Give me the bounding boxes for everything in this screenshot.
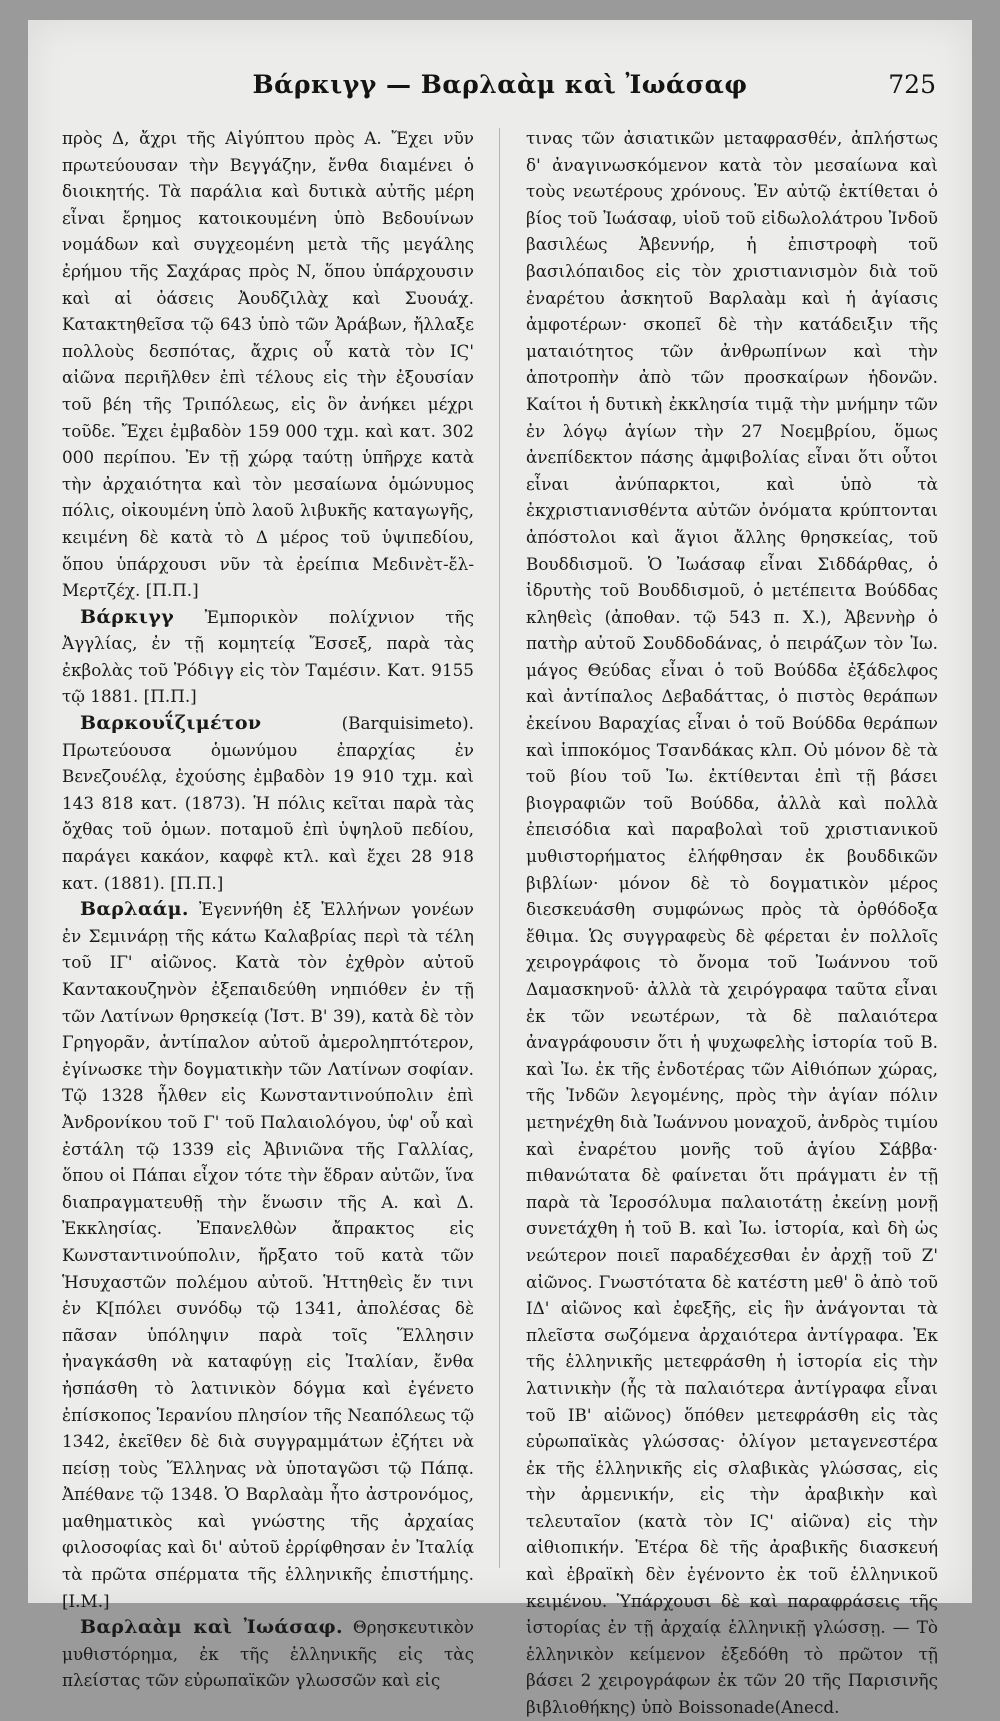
entry-lemma: Βάρκιγγ bbox=[80, 605, 174, 628]
page-number: 725 bbox=[888, 70, 936, 99]
entry-barquisimeto bbox=[62, 710, 474, 896]
running-head bbox=[28, 70, 972, 110]
continued-paragraph: πρὸς Δ, ἄχρι τῆς Αἰγύπτου πρὸς Α. Ἔχει νῦν πρωτεύουσαν τὴν Βεγγάζην, ἔνθα διαμένει ὁ διοικητής. Τὰ παράλια καὶ δυτικὰ αὐτῆς μέρη εἶναι ἔρημος κατοικουμένη ὑπὸ Βεδουίνων νομάδων καὶ συγχεομένη μετὰ τῆς μεγάλης ἐρήμου τῆς Σαχάρας πρὸς Ν, ὅπου ὑπάρχουσιν καὶ αἱ ὀάσεις Ἀουδζιλὰχ καὶ Συουάχ. Κατακτηθεῖσα τῷ 643 ὑπὸ τῶν Ἀράβων, ἤλλαξε πολλοὺς δεσπότας, ἄχρις οὗ κατὰ τὸν ΙϚ' αἰῶνα περιῆλθεν ἐπὶ τέλους εἰς τὴν ἐξουσίαν τοῦ βέη τῆς Τριπόλεως, εἰς ὃν ἀνήκει μέχρι τοῦδε. Ἔχει ἐμβαδὸν 159 000 τχμ. καὶ κατ. 302 000 περίπου. Ἐν τῇ χώρᾳ ταύτῃ ὑπῆρχε κατὰ τὴν ἀρχαιότητα καὶ τὸν μεσαίωνα ὁμώνυμος πόλις, οἰκουμένη ὑπὸ λαοῦ λιβυκῆς καταγωγῆς, κειμένη δὲ κατὰ τὸ Δ μέρος τοῦ ὑψιπεδίου, ὅπου ὑπάρχουσι νῦν τὰ ἐρείπια Μεδινὲτ-ἔλ-Μερτζέχ. [Π.Π.] bbox=[62, 128, 474, 601]
running-head-title: Βάρκιγγ — Βαρλαὰμ καὶ Ἰωάσαφ bbox=[252, 70, 748, 99]
continued-paragraph: τινας τῶν ἀσιατικῶν μεταφρασθέν, ἀπλήστως δ' ἀναγινωσκόμενον κατὰ τὸν μεσαίωνα καὶ τοὺς νεωτέρους χρόνους. Ἐν αὐτῷ ἐκτίθεται ὁ βίος τοῦ Ἰωάσαφ, υἱοῦ τοῦ εἰδωλολάτρου Ἰνδοῦ βασιλέως Ἀβεννήρ, ἡ ἐπιστροφὴ τοῦ βασιλόπαιδος εἰς τὸν χριστιανισμὸν διὰ τοῦ ἐναρέτου ἀσκητοῦ Βαρλαὰμ καὶ ἡ ἁγίασις ἀμφοτέρων· σκοπεῖ δὲ τὴν κατάδειξιν τῆς ματαιότητος τῶν ἀνθρωπίνων καὶ τὴν ἀποτροπὴν ἀπὸ τῶν προσκαίρων ἡδονῶν. Καίτοι ἡ δυτικὴ ἐκκλησία τιμᾷ τὴν μνήμην τῶν ἐν λόγῳ ἁγίων τὴν 27 Νοεμβρίου, ὅμως ἀνεπίδεκτον πάσης ἀμφιβολίας εἶναι ὅτι οὗτοι εἶναι ἀνύπαρκτοι, καὶ ὑπὸ τὰ ἐκχριστιανισθέντα αὐτῶν ὀνόματα κρύπτονται ἀπόστολοι καὶ ἅγιοι ἄλλης θρησκείας, τοῦ Βουδδισμοῦ. Ὁ Ἰωάσαφ εἶναι Σιδδάρθας, ὁ ἱδρυτὴς τοῦ Βουδδισμοῦ, ὁ μετέπειτα Βούδδας κληθεὶς (ἀποθαν. τῷ 543 π. Χ.), Ἀβεννὴρ ὁ πατὴρ αὐτοῦ Σουδδοδάνας, ὁ πειράζων τὸν Ἰω. μάγος Θεύδας εἶναι ὁ τοῦ Βούδδα ἐξάδελφος καὶ ἀντίπαλος Δεβαδάττας, ὁ πιστὸς θεράπων ἐκείνου Βαραχίας εἶναι ὁ τοῦ Βούδδα θεράπων καὶ ἱπποκόμος Τσανδάκας κλπ. Οὐ μόνον δὲ τὰ τοῦ βίου τοῦ Ἰω. ἐκτίθενται ἐπὶ τῇ βάσει βιογραφιῶν τοῦ Βούδδα, ἀλλὰ καὶ πολλὰ ἐπεισόδια καὶ παραβολαὶ τοῦ χριστιανικοῦ μυθιστορήματος ἐλήφθησαν ἐκ βουδδικῶν βιβλίων· μόνον δὲ τὸ δογματικὸν μέρος διεσκευάσθη συμφώνως πρὸς τὰ ὀρθόδοξα ἔθιμα. Ὡς συγγραφεὺς δὲ φέρεται ἐν πολλοῖς χειρογράφοις τὸ ὄνομα τοῦ Ἰωάννου τοῦ Δαμασκηνοῦ· ἀλλὰ τὰ χειρόγραφα ταῦτα εἶναι ἐκ τῶν νεωτέρων, τὰ δὲ παλαιότερα ἀναγράφουσιν ὅτι ἡ ψυχωφελὴς ἱστορία τοῦ Β. καὶ Ἰω. ἐκ τῆς ἐνδοτέρας τῶν Αἰθιόπων χώρας, τῆς Ἰνδῶν λεγομένης, πρὸς τὴν ἁγίαν πόλιν μετηνέχθη διὰ Ἰωάννου μοναχοῦ, ἀνδρὸς τιμίου καὶ ἐναρέτου μονῆς τοῦ ἁγίου Σάββα· πιθανώτατα δὲ φαίνεται ὅτι πράγματι ἐν τῇ παρὰ τὰ Ἱεροσόλυμα παλαιοτάτῃ ἐκείνῃ μονῇ συνετάχθη ἡ τοῦ Β. καὶ Ἰω. ἱστορία, καὶ δὴ ὡς νεώτερον ποιεῖ παραδέχεσθαι ἐν ἀρχῇ τοῦ Ζ' αἰῶνος. Γνωστότατα δὲ κατέστη μεθ' ὃ ἀπὸ τοῦ ΙΔ' αἰῶνος καὶ ἐφεξῆς, εἰς ἣν ἀνάγονται τὰ πλεῖστα σωζόμενα ἀρχαιότερα ἀντίγραφα. Ἐκ τῆς ἑλληνικῆς μετεφράσθη ἡ ἱστορία εἰς τὴν λατινικὴν (ἧς τὰ παλαιότερα ἀντίγραφα εἶναι τοῦ ΙΒ' αἰῶνος) ὅπόθεν μετεφράσθη εἰς τὰς εὐρωπαϊκὰς γλώσσας· ὀλίγον μεταγενεστέρα ἐκ τῆς ἑλληνικῆς εἰς σλαβικὰς γλώσσας, εἰς τὴν ἀρμενικήν, εἰς τὴν ἀραβικὴν καὶ τελευταῖον (κατὰ τὸν ΙϚ' αἰῶνα) εἰς τὴν αἰθιοπικήν. Ἑτέρα δὲ τῆς ἀραβικῆς διασκευή καὶ ἑβραϊκὴ δὲν ἐγένοντο ἐκ τοῦ ἑλληνικοῦ κειμένου. Ὑπάρχουσι δὲ καὶ παραφράσεις τῆς ἱστορίας ἐν τῇ ἀρχαίᾳ ἑλληνικῇ γλώσσῃ. — Τὸ ἑλληνικὸν κείμενον ἐξεδόθη τὸ πρῶτον τῇ βάσει 2 χειρογράφων ἐκ τῶν 20 τῆς Παρισινῆς βιβλιοθήκης) ὑπὸ Boissonade(Anecd. bbox=[526, 128, 938, 1718]
entry-barlaam-ioasaph bbox=[62, 1614, 474, 1694]
entry-barlaam bbox=[62, 896, 474, 1614]
book-page bbox=[28, 20, 972, 1718]
entry-lemma: Βαρλαὰμ καὶ Ἰωάσαφ. bbox=[80, 1616, 343, 1639]
column-divider bbox=[499, 128, 500, 1568]
entry-text: Ἐμπορικὸν πολίχνιον τῆς Ἀγγλίας, ἐν τῇ κομητείᾳ Ἔσσεξ, παρὰ τὰς ἐκβολὰς τοῦ Ῥόδιγγ εἰς τὸν Ταμέσιν. Κατ. 9155 τῷ 1881. [Π.Π.] bbox=[62, 606, 474, 707]
entry-text: Θρησκευτικὸν μυθιστόρημα, ἐκ τῆς ἑλληνικῆς εἰς τὰς πλείστας τῶν εὐρωπαϊκῶν γλωσσῶν καὶ εἰς bbox=[62, 1617, 474, 1691]
entry-text: Ἐγεννήθη ἐξ Ἑλλήνων γονέων ἐν Σεμινάρῃ τῆς κάτω Καλαβρίας περὶ τὰ τέλη τοῦ ΙΓ' αἰῶνος. Κατὰ τὸν ἐχθρὸν αὐτοῦ Καντακουζηνὸν ἐξεπαιδεύθη νηπιόθεν ἐν τῇ τῶν Λατίνων θρησκείᾳ (Ἰστ. Β' 39), κατὰ δὲ τὸν Γρηγορᾶν, ἀντίπαλον αὐτοῦ ἀμεροληπτότερον, ἐγίνωσκε τὴν δογματικὴν τῶν Λατίνων σοφίαν. Τῷ 1328 ἦλθεν εἰς Κωνσταντινούπολιν ἐπὶ Ἀνδρονίκου τοῦ Γ' τοῦ Παλαιολόγου, ὑφ' οὗ καὶ ἐστάλη τῷ 1339 εἰς Ἀβινιῶνα τῆς Γαλλίας, ὅπου οἱ Πάπαι εἶχον τότε τὴν ἕδραν αὐτῶν, ἵνα διαπραγματευθῇ τὴν ἕνωσιν τῆς Α. καὶ Δ. Ἐκκλησίας. Ἐπανελθὼν ἄπρακτος εἰς Κωνσταντινούπολιν, ἤρξατο τοῦ κατὰ τῶν Ἡσυχαστῶν πολέμου αὐτοῦ. Ἡττηθεὶς ἔν τινι ἐν Κ[πόλει συνόδῳ τῷ 1341, ἀπολέσας δὲ πᾶσαν ὑπόληψιν παρὰ τοῖς Ἕλλησιν ἠναγκάσθη νὰ καταφύγῃ εἰς Ἰταλίαν, ἔνθα ἠσπάσθη τὸ λατινικὸν δόγμα καὶ ἐγένετο ἐπίσκοπος Ἱερανίου πλησίον τῆς Νεαπόλεως τῷ 1342, ἐκεῖθεν δὲ διὰ συγγραμμάτων ἐζήτει νὰ πείσῃ τοὺς Ἕλληνας νὰ ὑποταγῶσι τῷ Πάπᾳ. Ἀπέθανε τῷ 1348. Ὁ Βαρλαὰμ ἦτο ἀστρονόμος, μαθηματικὸς καὶ γνώστης τῆς ἀρχαίας φιλοσοφίας καὶ δι' αὐτοῦ ἐρρίφθησαν ἐν Ἰταλίᾳ τὰ πρῶτα σπέρματα τῆς ἑλληνικῆς ἐπιστήμης. [Ι.Μ.] bbox=[62, 899, 474, 1611]
entry-text: (Barquisimeto). Πρωτεύουσα ὁμωνύμου ἐπαρχίας ἐν Βενεζουέλᾳ, ἐχούσης ἐμβαδὸν 19 910 τχμ. καὶ 143 818 κατ. (1873). Ἡ πόλις κεῖται παρὰ τὰς ὄχθας τοῦ ὁμων. ποταμοῦ ἐπὶ ὑψηλοῦ πεδίου, παράγει κακάον, καφφὲ κτλ. καὶ ἔχει 28 918 κατ. (1881). [Π.Π.] bbox=[62, 713, 474, 893]
right-column bbox=[526, 125, 938, 1721]
entry-lemma: Βαρλαάμ. bbox=[80, 898, 189, 921]
entry-lemma: Βαρκουΐζιμέτον bbox=[80, 712, 262, 735]
entry-barking bbox=[62, 604, 474, 710]
left-column bbox=[62, 125, 474, 1694]
